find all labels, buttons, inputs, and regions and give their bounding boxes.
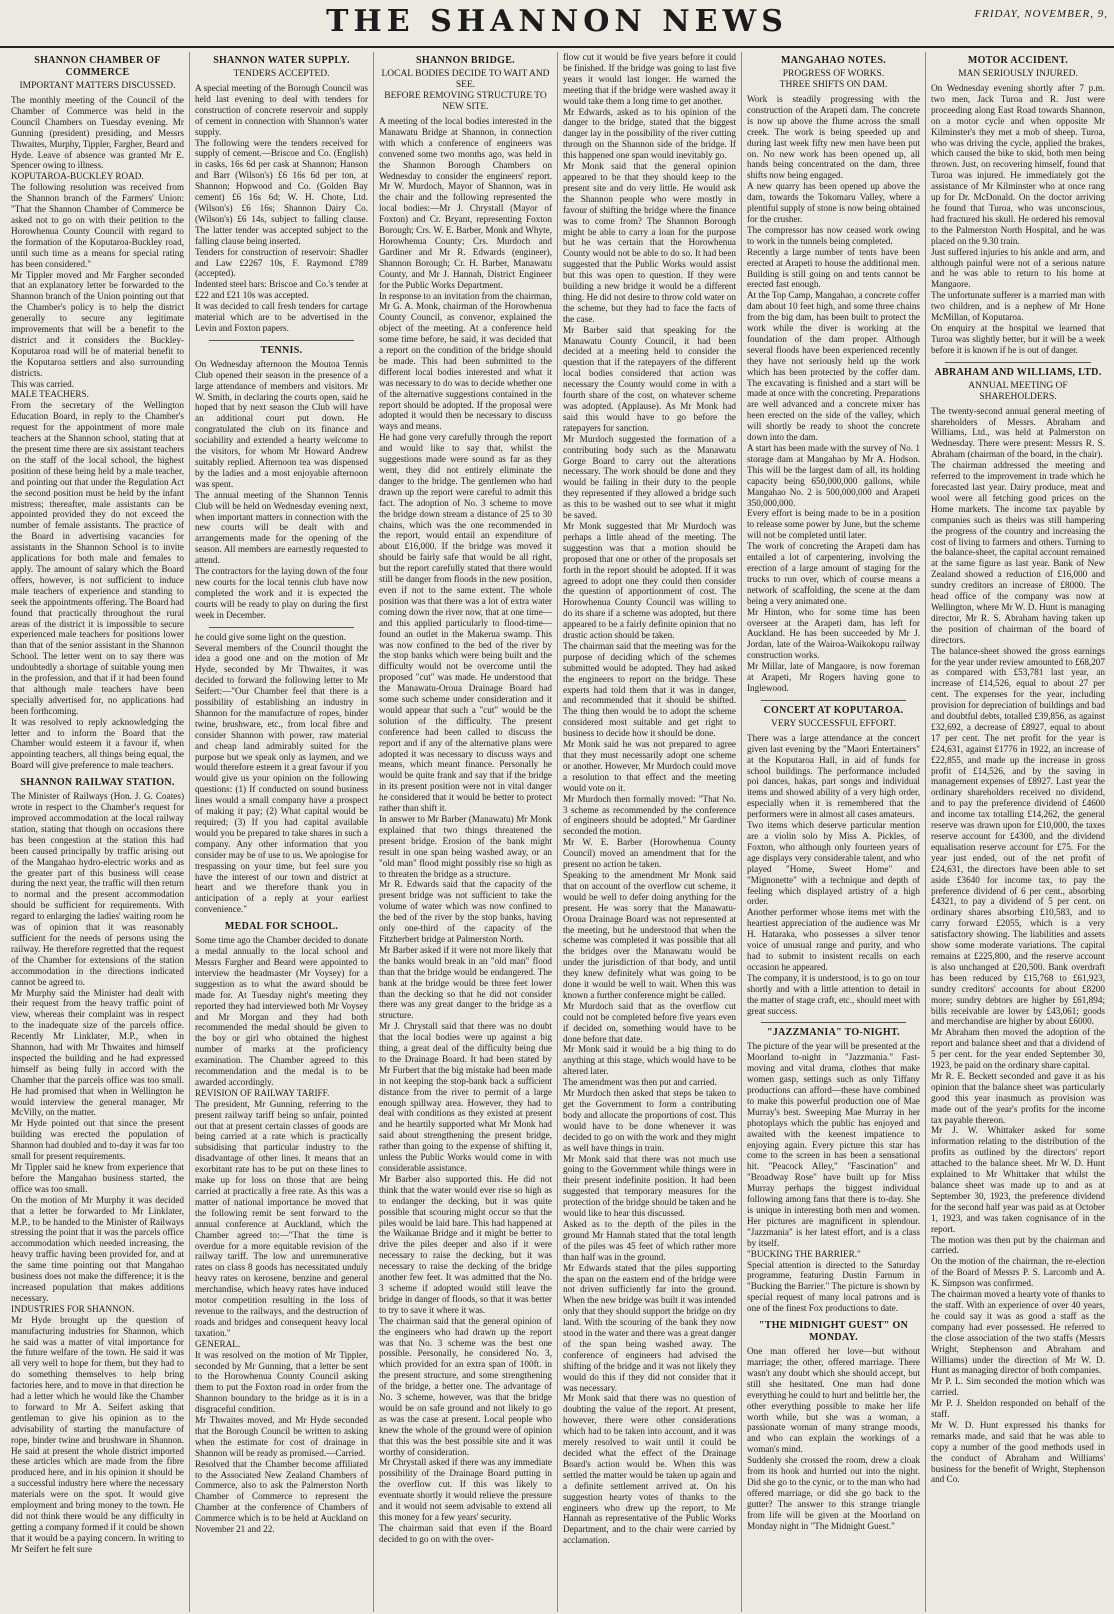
divider bbox=[761, 1022, 906, 1023]
column-3 bbox=[374, 52, 558, 1612]
story-body: Work is steadily progressing with the construction of the Arapeti dam. The concrete is now up above the flume across the small creek. The work is being speeded up and during last week fifty new men have been put on. No new work has been opened up, all hands being concentrated on the dam, three shifts now being engaged. A new quarry has been opened up above the dam, towards the Tokomaru Valley, where a plentiful supply of stone is now being obtained for the crusher. The compressor has now ceased work owing to work in the tunnels being completed. Recently a large number of tents have been erected at Arapeti to house the additional men. Building is still going on and tents cannot be erected fast enough. At the Top Camp, Mangahao, a concrete coffer dam about 10 feet high, and some three chains from the big dam, has been built to protect the work while the diver is working at the foundation of the dam proper. Although several floods have been experienced recently they have not seriously held up the work which has been protected by the coffer dam. The excavating is finished and a start will be made at once with the concreting. Preparations are well advanced and a concrete mixer has been erected on the side of the valley, which will shortly be ready to shoot the concrete down into the dam. A start has been made with the survey of No. 1 storage dam at Mangahao by Mr A. Hodson. This will be the largest dam of all, its holding capacity being 650,000,000 gallons, while Mangahao No. 2 is 500,000,000 and Arapeti 350,000,000. Every effort is being made to be in a position to release some power by June, but the scheme will not be completed until later. The work of concreting the Arapeti dam has entailed a lot of carpentering, involving the erection of a large amount of staging for the trucks to run over, which of course means a network of scaffolding, the scene at the dam being a very animated one. Mr Hinton, who for some time has been overseer at the Arapeti dam, has left for Auckland. He has been succeeded by Mr J. Jordan, late of the Wairoa-Waikokopu railway construction works. Mr Millar, late of Mangaore, is now foreman at Arapeti, Mr Rogers having gone to Inglewood. bbox=[747, 94, 920, 693]
story-heading: ABRAHAM AND WILLIAMS, LTD. bbox=[934, 366, 1102, 378]
divider bbox=[945, 362, 1091, 363]
story-body: he could give some light on the question. Several members of the Council thought the idea a good one and on the motion of Mr Hyde, seconded by Mr Thwaites, it was decided to forward the following letter to Mr Seifert:—"Our Chamber feel that there is a possibility of establishing an industry in Shannon for the manufacture of ropes, binder twine, brushware, etc., from local fibre and consider Shannon with power, raw material and cheap land admirably suited for the purpose but we speak only as laymen, and we would therefore esteem it a great favour if you would give us your opinion on the following questions: (1) If conducted on sound business lines would a small company have a prospect of making it pay; (2) What capital would be required; (3) If you had capital available would you be prepared to take shares in such a company. Any other information that you consider may be of use to us. We apologise for trespassing on your time, but feel sure you have the interest of our town and district at heart and we therefore thank you in anticipation of a reply at your earliest convenience." bbox=[195, 631, 368, 915]
story-midnight-guest bbox=[747, 1320, 920, 1531]
story-body: A meeting of the local bodies interested in the Manawatu Bridge at Shannon, in connection with which a conference of engineers was convened some two months ago, was held in the Shannon Borough Chambers on Wednesday to consider the engineers' report. Mr W. Murdoch, Mayor of Shannon, was in the chair and the following represented the local bodies:—Mr J. Chrystall (Mayor of Foxton) and Cr. Bryant, representing Foxton Borough; Crs. W. E. Barber, Monk and Whyte, Horowhenua County; Crs. Murdoch and Gardiner and Mr R. Edwards (engineer), Shannon Borough; Cr. H. Barber, Manawatu County, and Mr J. Hannah, District Engineer for the Public Works Department. In response to an invitation from the chairman, Mr G. A. Monk, chairman of the Horowhenua County Council, as convenor, explained the object of the meeting. At a conference held some time before, he said, it was decided that a report on the condition of the bridge should be made. This had been submitted to the different local bodies interested and what it was necessary to do was to decide whether one of the alternative suggestions contained in the report should be adopted. If the proposal were adopted it would then be necessary to discuss ways and means. He had gone very carefully through the report and would like to say that, whilst the suggestions made were sound as far as they went, they did not entirely eliminate the danger to the bridge. The gentlemen who had drawn up the report were careful to admit this fact. The adoption of No. 3 scheme to move the bridge down stream a distance of 25 to 30 chains, which was the one recommended in the report, would entail an expenditure of about £16,000. If the bridge was moved it should be fairly safe that would be all right, but the report carefully stated that there would still be danger from floods in the new position, even if not to the same extent. The whole position was that there was a lot of extra water coming down the river now, that at one time—and this applied particularly to flood-time—found an outlet in the Makerua swamp. This was now confined to the bed of the river by the stop banks which were being built and the difficulty would not be overcome until the proposed "cut" was made. He understood that the Manawatu-Oroua Drainage Board had some such scheme under consideration and it would appear that such a "cut" would be the solution of the difficulty. The present conference had been called to discuss the report and if any of the alternative plans were adopted it was necessary to discuss ways and means, which meant finance. Personally he would be quite frank and say that if the bridge in its present position were not in vital danger he considered that it would be better to protect rather than shift it. In answer to Mr Barber (Manawatu) Mr Monk explained that two things threatened the present bridge. Erosion of the bank might result in one span being washed away, or an "old man" flood might possibly rise so high as to threaten the bridge as a structure. Mr R. Edwards said that the capacity of the present bridge was not sufficient to take the volume of water which was now confined to the bed of the river by the stop banks, having only one-third of the capacity of the Fitzherbert bridge at Palmerston North. Mr Barber asked if it were not more likely that the banks would break in an "old man" flood than that the bridge would be endangered. The bank at the bridge would be three feet lower than the decking so that he did not consider there was any great danger to the bridge as a structure. Mr J. Chrystall said that there was no doubt that the local bodies were up against a big thing, a great deal of the difficulty being due to the Drainage Board. It had been stated by Mr Furbert that the big mistake had been made in not keeping the stop-bank back a sufficient distance from the river to permit of a large enough spillway area. However, they had to deal with conditions as they existed at present and he heartily supported what Mr Monk had said about strengthening the present bridge, rather than going to the expense of shifting it, unless the Public Works would come in with considerable assistance. Mr Barber also supported this. He did not think that the water would ever rise so high as to endanger the decking, but it was quite possible that scouring might occur so that the piles would be laid bare. This had happened at the Waikanae Bridge and it might be better to drive the piles deeper and also if it were necessary to raise the decking, but it was necessary to raise the decking of the bridge another few feet. It was admitted that the No. 3 scheme if adopted would still leave the bridge in danger of floods, so that it was better to try to save it where it was. The chairman said that the general opinion of the engineers who had drawn up the report was that No. 3 scheme was the best one possible. Personally, he considered No. 3, which provided for an extra span of 100ft. in the present structure, and some strengthening of the bridge, a better one. The advantage of No. 3 scheme, however, was that the bridge would be on safe ground and not likely to go as was the case at present. Local people who knew the whole of the ground were of opinion that this was the best possible site and it was worthy of consideration. Mr Chrystall asked if there was any immediate possibility of the Drainage Board putting in the overflow cut. If this was likely to eventuate shortly it would relieve the pressure and it would not seem advisable to extend all this money for a few years' security. The chairman said that even if the Board decided to go on with the over- bbox=[379, 116, 552, 1544]
story-heading: TENNIS. bbox=[260, 344, 303, 356]
column-2 bbox=[190, 52, 374, 1612]
issue-date: FRIDAY, NOVEMBER, 9, bbox=[974, 8, 1108, 20]
story-water-supply bbox=[195, 55, 368, 334]
story-subheading: IMPORTANT MATTERS DISCUSSED. bbox=[19, 81, 176, 91]
story-body: The monthly meeting of the Council of the Chamber of Commerce was held in the Council Chambers on Tuesday evening. Mr Gunning (president) presiding, and Messrs Thwaites, Murphy, Tippler, Fargher, Beard and Hyde. Leave of absence was granted Mr E. Spencer owing to illness. KOPUTAROA-BUCKLEY ROAD. The following resolution was received from the Shannon branch of the Farmers' Union: "That the Shannon Chamber of Commerce be asked not to go on with their petition to the Horowhenua County Council with regard to the formation of the Koputaroa-Buckley road, until such time as a means for special rating has been considered." Mr Tippler moved and Mr Fargher seconded that an explanatory letter be forwarded to the Shannon branch of the Union pointing out that the Chamber's policy is to help the district generally to secure any legitimate improvements that will be a benefit to the district and it considers the Buckley-Koputaroa road will be of material benefit to the Koputaroa settlers and also surrounding districts. This was carried. MALE TEACHERS. From the secretary of the Wellington Education Board, in reply to the Chamber's request for the appointment of more male teachers at the Shannon school, stating that at the present time there are six assistant teachers on the staff of the local school, the highest position of these being held by a male teacher, and pointing out that under the Regulation Act the second position must be held by the infant mistress; thereafter, male assistants can be appointed provided they do not exceed the number of female assistants. The practice of the Board in advertising vacancies for assistants in the Shannon School is to invite applications for both male and females to apply. The amount of salary which the Board offers, however, is not sufficient to induce male teachers of experience and standing to seek the appointments offering. The Board had found that practically throughout the rural areas of the district it is impossible to secure experienced male teachers for positions lower than that of the senior assistant in the Shannon School. The letter went on to say there was undoubtedly a shortage of suitable young men in the profession, and that if it had been found that although male teachers have been specially advertised for, no applications had been forthcoming. It was resolved to reply acknowledging the letter and to inform the Board that the Chamber would esteem it a favour if, when appointing teachers, all things being equal, the Board will give preference to male teachers. bbox=[11, 95, 184, 771]
column-5 bbox=[742, 52, 926, 1612]
story-body: The picture of the year will be presented at the Moorland to-night in "Jazzmania." Fast-moving and vital drama, clothes that make women gasp, settings such as only Tiffany productions can afford—these have combined to make this powerful production one of Mae Murray's best. Sweeping Mae Murray in her photoplays which the public has enjoyed and awaited with the keenest impatience to enjoying again. Every picture this star has come to the screen in has been a sensational hit. "Peacock Alley," "Fascination" and "Broadway Rose" have built up for Miss Murray perhaps the biggest individual following among fans that there is to-day. She is unique in interesting both men and women. Her pictures are magnificent in splendour. "Jazzmania" is her latest effort, and is a class by itself. "BUCKING THE BARRIER." Special attention is directed to the Saturday programme, featuring Dustin Farnum in "Bucking the Barrier." The picture is shown by special request of many local patrons and is one of the finest Fox productions to date. bbox=[747, 1041, 920, 1314]
story-subheading: VERY SUCCESSFUL EFFORT. bbox=[771, 718, 896, 729]
story-subheading: TENDERS ACCEPTED. bbox=[233, 69, 330, 79]
divider bbox=[209, 627, 354, 628]
story-heading: "THE MIDNIGHT GUEST" ON MONDAY. bbox=[758, 1320, 909, 1344]
story-heading: "JAZZMANIA" TO-NIGHT. bbox=[767, 1027, 900, 1039]
story-tennis bbox=[195, 345, 368, 621]
columns-container bbox=[6, 52, 1110, 1612]
story-concert-koputaroa bbox=[747, 705, 920, 1017]
story-heading: MEDAL FOR SCHOOL. bbox=[224, 921, 339, 933]
story-body: On Wednesday afternoon the Moutoa Tennis Club opened their season in the presence of a large attendance of members and visitors. Mr W. Smith, in declaring the courts open, said he hoped that by next season the Club will have an additional court put down. He congratulated the club on its finance and sociability and extended a hearty welcome to the visitors, for whom Mr Howard Andrew suitably replied. Afternoon tea was dispensed by the ladies and a most enjoyable afternoon was spent. The annual meeting of the Shannon Tennis Club will be held on Wednesday evening next, when important matters in connection with the new courts will be dealt with and arrangements made for the opening of the season. All members are earnestly requested to attend. The contractors for the laying down of the four new courts for the local tennis club have now completed the work and it is expected the courts will be ready to play on during the first week in December. bbox=[195, 358, 368, 620]
story-body: The Minister of Railways (Hon. J. G. Coates) wrote in respect to the Chamber's request for improved accommodation at the local railway station, stating that though on occasions there has been congestion at the station this had been caused principally by traffic arising out of the Mangahao hydro-electric works and as the greater part of this business will cease during the next year, the traffic will then return to normal and the present accommodation should be sufficient for requirements. With regard to enlarging the ladies' waiting room he was of opinion that it was reasonably sufficient for the needs of persons using the railway. He therefore regretted that the request of the Chamber for extensions of the station accommodation in the directions indicated cannot be agreed to. Mr Murphy said the Minister had dealt with their request from the heavy traffic point of view, whereas their complaint was in respect to the inadequate size of the parcels office. Recently Mr Linklater, M.P., when in Shannon, had with Mr Thwaites and himself inspected the building and he had expressed himself as being fully in accord with the Chamber that the parcels office was too small. He had promised that when in Wellington he would interview the general manager, Mr McVilly, on the matter. Mr Hyde pointed out that since the present building was erected the population of Shannon had doubled and to-day it was far too small for present requirements. Mr Tippler said he knew from experience that before the Mangahao business started, the office was too small. On the motion of Mr Murphy it was decided that a letter be forwarded to Mr Linklater, M.P., to be handed to the Minister of Railways stressing the point that it was the parcels office accommodation which needed increasing, the heavy traffic having been provided for, and at the same time pointing out that Mangahao business does not make the difference; it is the increased population that makes additions necessary. INDUSTRIES FOR SHANNON. Mr Hyde brought up the question of manufacturing industries for Shannon, which he said was a matter of vital importance for the future welfare of the town. He said it was all very well to hope for them, but they had to do something themselves to help bring factories here, and to move in that direction he had a letter which he would like the Chamber to forward to Mr A. Seifert asking that gentleman to give his opinion as to the advisability of starting the manufacture of rope, binder twine and brushware in Shannon. He said at present the whole district imported these articles which are made from the fibre produced here, and in his opinion it should be a successful industry here where the necessary materials were on the spot. It would give employment and bring money to the town. He did not think there would be any difficulty in getting a company formed if it could be shown that it would be a paying concern. In writing to Mr Seifert he felt sure bbox=[11, 791, 184, 1554]
story-subheading: ANNUAL MEETING OF SHAREHOLDERS. bbox=[968, 380, 1068, 402]
story-continued-chamber bbox=[195, 632, 368, 916]
story-medal-for-school bbox=[195, 921, 368, 1535]
column-1 bbox=[6, 52, 190, 1612]
story-body: A special meeting of the Borough Council was held last evening to deal with tenders for construction of concrete reservoir and supply of cement in connection with Shannon's water supply. The following were the tenders received for supply of cement.—Briscoe and Co. (English) in casks, 16s 6d per cask at Shannon; Hanson and Barr (Wilson's) £6 16s 6d per ton, at Shannon; Hopwood and Co. (Golden Bay cement) £6 16s 6d; W. H. Chote, Ltd. (Wilson's) £6 16s; Shannon Dairy Co. (Wilson's) £6 14s, subject to falling clause. The latter tender was accepted subject to the falling clause being inserted. Tenders for construction of reservoir: Shadler and Law £2267 10s, F. Raymond £789 (accepted). Indented steel bars: Briscoe and Co.'s tender at £22 and £21 10s was accepted. It was decided to call fresh tenders for cartage material which are to be advertised in the Levin and Foxton papers. bbox=[195, 83, 368, 333]
story-heading: MOTOR ACCIDENT. bbox=[967, 55, 1069, 66]
story-body: One man offered her love—but without marriage; the other, offered marriage. There wasn't any doubt which she should accept, but still she hesitated. One man had done everything he could to hurt and belittle her, the other everything possible to make her life worth while, but she was a woman, a passionate woman of many strange moods, and who can explain the workings of a woman's mind. Suddenly she crossed the room, drew a cloak from its hook and hurried out into the night. Did she go to the cynic, or to the man who had offered marriage, or did she go back to the gutter? The answer to this strange triangle from life will be given at the Moorland on Monday night in "The Midnight Guest." bbox=[747, 1346, 920, 1531]
story-subheading: LOCAL BODIES DECIDE TO WAIT AND SEE. BEFORE REMOVING STRUCTURE TO NEW SITE. bbox=[381, 69, 550, 112]
story-abraham-williams bbox=[931, 367, 1105, 1486]
story-heading: SHANNON WATER SUPPLY. bbox=[213, 55, 350, 66]
divider bbox=[761, 700, 906, 701]
story-heading: SHANNON RAILWAY STATION. bbox=[20, 777, 175, 789]
story-body: There was a large attendance at the concert given last evening by the "Maori Entertainers" at the Koputaroa Hall, in aid of funds for school buildings. The performance included poi dances, hakas, part songs and individual items and showed ability of a very high order, especially when it is remembered that the performers were in almost all cases amateurs. Two items which deserve particular mention are a violin solo by Miss A. Pickles, of Foxton, who although only fourteen years of age displays very considerable talent, and who played "Home, Sweet Home" and "Mignonette" with a technique and depth of feeling which displayed artistry of a high order. Another performer whose items met with the heartiest appreciation of the audience was Mr H. Hataraka, who possesses a silver tenor voice of unusual range and purity, and who had to submit to insistent recalls on each occasion he appeared. The company, it is understood, is to go on tour shortly and with a little attention to detail in the matter of stage craft, etc., should meet with great success. bbox=[747, 732, 920, 1016]
column-4 bbox=[558, 52, 742, 1612]
story-body: The twenty-second annual general meeting of shareholders of Messrs. Abraham and Williams, Ltd., was held at Palmerston on Wednesday. There were present: Messrs R. S. Abraham (chairman of the board, in the chair). The chairman addressed the meeting and referred to the improvement in trade which he forecasted last year. Dairy produce, meat and wool were all fetching good prices on the Home markets. The income tax payable by companies such as theirs was still hampering the progress of the country and increasing the cost of living to farmers and others. Turning to the balance-sheet, the capital account remained at the same figure as last year. Bank of New Zealand showed a reduction of £16,000 and sundry creditors an increase of £8000. The head office of the company was now at Wellington, where Mr W. D. Hunt is managing director, Mr R. S. Abraham having taken up the position of chairman of the board of directors. The balance-sheet showed the gross earnings for the year under review amounted to £68,207 as compared with £53,781 last year, an increase of £14,526, equal to about 27 per cent. The expenses for the year, including provision for depreciation of buildings and bad and doubtful debts, totalled £39,856, as against £32,692, a decrease of £8927, equal to about 17 per cent. The net profit for the year is £24,631, against £1776 in 1922, an increase of £22,855, and made up the increase in gross profit of £14,526, and by the saving in management expenses of £8927. Last year the ordinary shareholders received no dividend, and to pay the preference dividend of £4600 and income tax totalling £14,262, the general reserve was drawn upon for £10,000, the taxes reserve account for £4300, and the dividend equalisation reserve account for £75. For the year just ended, out of the net profit of £24,631, the directors have been able to set aside £3640 for income tax, to pay the preference dividend of 6 per cent., absorbing £4321, to pay a dividend of 5 per cent. on ordinary shares absorbing £10,583, and to carry forward £2055, which is a very satisfactory showing. The liabilities and assets show some moderate variations. The capital remains at £225,800, and the reserve account is also unchanged at £20,500. Bank overdraft has been reduced by £15,768 to £61,923, sundry creditors' accounts for about £8200 more; sundry debtors are higher by £61,894; bills receivable are lower by £43,061; goods and merchandise are higher by about £6000. Mr Abraham then moved the adoption of the report and balance sheet and that a dividend of 5 per cent. for the year ended September 30, 1923, be paid on the ordinary share capital. Mr R. E. Beckett seconded and gave it as his opinion that the balance sheet was particularly good this year inasmuch as provision was made out of the year's profits for the income tax payable thereon. Mr J. W. Whittaker asked for some information relating to the distribution of the profits as outlined by the directors' report attached to the balance sheet. Mr W. D. Hunt explained to Mr Whittaker that whilst the balance sheet was made up to and as at September 30, 1923, the preference dividend for the second half year was paid as at October 1, 1923, and was taken cognisance of in the report. The motion was then put by the chairman and carried. On the motion of the chairman, the re-election of the Board of Messrs P. S. Larcomb and A. K. Simpson was confirmed. The chairman moved a hearty vote of thanks to the staff. With an experience of over 40 years, he could say it was as good a staff as the company had ever possessed. He referred to the close association of the two staffs (Messrs Wright, Stephenson and Abraham and Williams) under the direction of Mr W. D. Hunt as managing director of both companies. Mr P. L. Sim seconded the motion which was carried. Mr P. J. Sheldon responded on behalf of the staff. Mr W. D. Hunt expressed his thanks for remarks made, and said that he was able to copy a number of the good methods used in the conduct of Abraham and Williams' business for the benefit of Wright, Stephenson and Co. bbox=[931, 405, 1105, 1485]
story-body: Some time ago the Chamber decided to donate a medal annually to the local school and Messrs Fargher and Beard were appointed to interview the headmaster (Mr Voysey) for a suggestion as to what the award should be made for. At Tuesday night's meeting they reported they had interviewed both Mr Voysey and Mr Morgan and they had both recommended the medal should be given to the boy or girl who obtained the highest number of marks at the proficiency examination. The Chamber agreed to this recommendation and the medal is to be awarded accordingly. REVISION OF RAILWAY TARIFF. The president, Mr Gunning, referring to the present railway tariff being so unfair, pointed out that at present certain classes of goods are being carried at a rate which is practically subsidising that particular industry to the disadvantage of other lines. It means that an exorbitant rate has to be put on these lines to make up for loss on those that are being carried at practically a free rate. As this was a matter of national importance he moved that the following remit be sent forward to the annual conference at Auckland, which the Chamber agreed to:—"That the time is overdue for a more equitable revision of the railway tariff. The low and unremunerative rates on class 8 goods has necessitated unduly heavy rates on kerosene, benzine and general merchandise, which heavy rates have induced motor competition resulting in the loss of revenue to the railways, and the destruction of roads and bridges and consequent heavy local taxation." GENERAL. It was resolved on the motion of Mr Tippler, seconded by Mr Gunning, that a letter be sent to the Horowhenua County Council asking them to put the Foxton road in order from the Shannon boundary to the bridge as it is in a disgraceful condition. Mr Thwaites moved, and Mr Hyde seconded that the Borough Council be written to asking when the estimate for cost of drainage in Shannon will be ready as promised.—Carried. Resolved that the Chamber become affiliated to the Associated New Zealand Chambers of Commerce, also to ask the Palmerston North Chamber of Commerce to represent the Chamber at the conference of Chambers of Commerce which is to be held at Auckland on November 21 and 22. bbox=[195, 935, 368, 1535]
masthead bbox=[0, 0, 1114, 48]
column-6 bbox=[926, 52, 1110, 1612]
story-subheading: PROGRESS OF WORKS. THREE SHIFTS ON DAM. bbox=[779, 69, 888, 90]
story-heading: CONCERT AT KOPUTAROA. bbox=[763, 704, 904, 716]
divider bbox=[209, 340, 354, 341]
story-mangahao-notes bbox=[747, 55, 920, 694]
story-shannon-bridge bbox=[379, 55, 552, 1545]
story-jazzmania bbox=[747, 1027, 920, 1314]
story-subheading: MAN SERIOUSLY INJURED. bbox=[958, 69, 1078, 79]
story-heading: SHANNON BRIDGE. bbox=[416, 55, 515, 66]
story-railway-station bbox=[11, 777, 184, 1554]
story-bridge-continued bbox=[563, 52, 736, 1546]
story-body: flow cut it would be five years before it could be finished. If the bridge was going to last five years it would last longer. He warned the meeting that if the bridge were washed away it would take them a long time to get another. Mr Edwards, asked as to his opinion of the danger to the bridge, stated that the biggest danger lay in the possibility of the river cutting through on the Shannon side of the bridge. If this happened one span would inevitably go. Mr Monk said that the general opinion appeared to be that they should keep to the present site and do very little. He would ask the Shannon people who were mostly in favour of shifting the bridge where the finance was to come from? The Shannon Borough might be able to carry a loan for the purpose but he was certain that the Horowhenua County would not be able to do so. It had been suggested that the Public Works would assist but this was open to question. If they were building a new bridge it would be a different thing. He did not desire to throw cold water on the scheme, but they had to face the facts of the case. Mr Barber said that speaking for the Manawatu County Council, it had been decided at a meeting held to consider the question that if the ratepayers of the different local bodies considered that action was necessary the County would come in with a fourth share of the cost, on whatever scheme was adopted. (Applause). As Mr Monk had said this would have to go before the ratepayers for sanction. Mr Murdoch suggested the formation of a contributing body such as the Manawatu Gorge Board to carry out the alterations necessary. The work should be done and they would be failing in their duty to the people they represented if they allowed a bridge such as this to be washed out to see what it might be saved. Mr Monk suggested that Mr Murdoch was perhaps a little ahead of the meeting. The suggestion was that a motion should be proposed that one or other of the proposals set forth in the report should be adopted. If it was agreed to adopt one they could then consider the question of apportionment of cost. The Horowhenua County Council was willing to do its share if a scheme was adopted, but there appeared to be a fairly definite opinion that no drastic action should be taken. The chairman said that the meeting was for the purpose of deciding which of the schemes submitted would be adopted. They had asked the engineers to report on the bridge. These experts had told them that it was in danger, and recommended that it should be shifted. The thing then would be to adopt the scheme considered most suitable and get right to business to decide how it should be done. Mr Monk said he was not prepared to agree that they must necessarily adopt one scheme or another. However, Mr Murdoch could move a resolution to that effect and the meeting would vote on it. Mr Murdoch then formally moved: "That No. 3 scheme as recommended by the conference of engineers should be adopted." Mr Gardiner seconded the motion. Mr W. E. Barber (Horowhenua County Council) moved an amendment that for the present no action be taken. Speaking to the amendment Mr Monk said that on account of the overflow cut scheme, it would be well to defer doing anything for the present. He was sorry that the Manawatu-Oroua Drainage Board was not represented at the meeting, but he understood that when the scheme was completed it was possible that all the bridges over the Manawatu would be under the jurisdiction of that body, and until they knew definitely what was going to be done it would be well to wait. When this was known a further conference might be called. Mr Murdoch said that as the overflow cut could not be completed before five years even if decided on, something would have to be done before that date. Mr Monk said it would be a big thing to do anything at this stage, which would have to be altered later. The amendment was then put and carried. Mr Murdoch then asked that steps be taken to get the Government to form a contributing body and allocate the proportions of cost. This would have to be done whenever it was decided to go on with the work and they might as well have things in train. Mr Monk said that there was not much use going to the Government while things were in their present indefinite position. It had been suggested that temporary measures for the protection of the bridge should be taken and he would like to hear this discussed. Asked as to the depth of the piles in the ground Mr Hannah stated that the total length of the piles was 45 feet of which rather more than half was in the ground. Mr Edwards stated that the piles supporting the span on the eastern end of the bridge were not driven sufficiently far into the ground. When the new bridge was built it was intended only that they should support the bridge on dry land. With the scouring of the bank they now stood in the water and there was a great danger of the span being washed away. The conference of engineers had advised the shifting of the bridge and it was not likely they would do this if they did not consider that it was necessary. Mr Monk said that there was no question of doubting the value of the report. At present, however, there were other considerations which had to be taken into account, and it was merely resolved to wait until it could be decided what the effect of the Drainage Board's action would be. When this was settled the matter would be taken up again and a definite settlement arrived at. On his suggestion hearty votes of thanks to the engineers who drew up the report, to Mr Hannah as representative of the Public Works Department, and to the chair were carried by acclamation. bbox=[563, 52, 736, 1546]
newspaper-title: THE SHANNON NEWS bbox=[326, 4, 788, 39]
story-heading: SHANNON CHAMBER OF COMMERCE bbox=[34, 55, 161, 78]
story-motor-accident bbox=[931, 55, 1105, 356]
story-chamber-of-commerce bbox=[11, 55, 184, 771]
story-heading: MANGAHAO NOTES. bbox=[780, 55, 887, 66]
story-body: On Wednesday evening shortly after 7 p.m. two men, Jack Turoa and R. Just were proceeding along East Road towards Shannon, on a motor cycle and when opposite Mr Kilminster's they met a mob of sheep. Turoa, who was driving the cycle, applied the brakes, which caused the bike to skid, both men being thrown. Just, on recovering himself, found that Turoa was injured. He immediately got the assistance of Mr Kilminster who at once rang up for Dr. McDonald. On the doctor arriving he found that Turoa, who was unconscious, had fractured his skull. He ordered his removal to the Palmerston North Hospital, and he was placed on the 9.30 train. Just suffered injuries to his ankle and arm, and although painful were not of a serious nature and he was able to return to his home at Mangaore. The unfortunate sufferer is a married man with two children, and is a nephew of Mr Hone McMillan, of Koputaroa. On enquiry at the hospital we learned that Turoa was slightly better, but it will be a week before it is known if he is out of danger. bbox=[931, 83, 1105, 355]
